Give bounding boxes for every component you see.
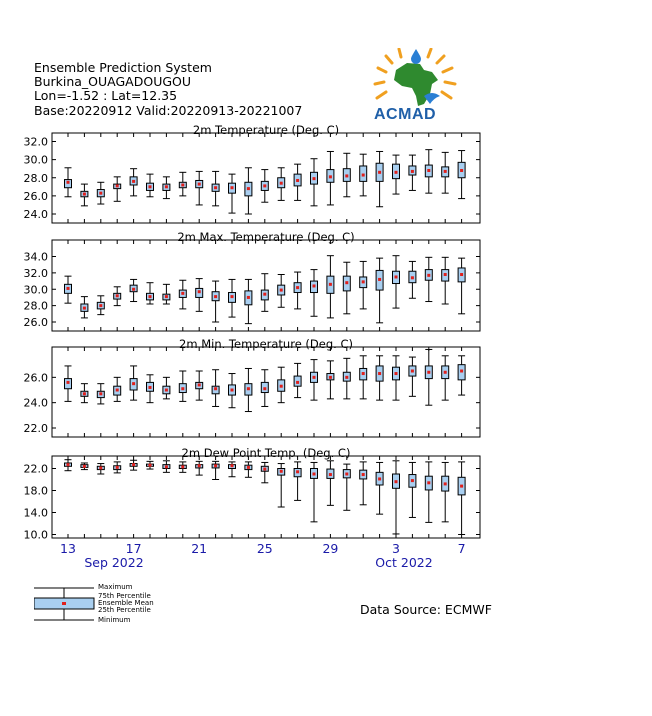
- ensemble-mean-point: [116, 294, 119, 297]
- ensemble-mean-point: [395, 275, 398, 278]
- y-tick-label: 18.0: [23, 484, 48, 498]
- ensemble-mean-point: [247, 296, 250, 299]
- ensemble-mean-point: [345, 174, 348, 177]
- panel-title: 2m Max. Temperature (Deg. C): [177, 230, 355, 244]
- ensemble-mean-point: [362, 174, 365, 177]
- x-tick-label: 7: [457, 541, 466, 556]
- y-tick-label: 22.0: [23, 462, 48, 476]
- x-tick-label: 21: [191, 541, 208, 556]
- ensemble-mean-point: [181, 184, 184, 187]
- ensemble-mean-point: [444, 273, 447, 276]
- data-source: Data Source: ECMWF: [360, 602, 492, 617]
- ensemble-mean-point: [214, 186, 217, 189]
- ensemble-mean-point: [444, 482, 447, 485]
- ensemble-mean-point: [181, 387, 184, 390]
- ensemble-mean-point: [149, 464, 152, 467]
- ensemble-mean-point: [411, 370, 414, 373]
- ensemble-mean-point: [362, 473, 365, 476]
- ensemble-mean-point: [165, 465, 168, 468]
- header-coordinates: Lon=-1.52 : Lat=12.35: [34, 88, 178, 103]
- y-tick-label: 32.0: [23, 266, 48, 280]
- ensemble-mean-point: [132, 382, 135, 385]
- ensemble-mean-point: [296, 286, 299, 289]
- ensemble-mean-point: [67, 463, 70, 466]
- y-tick-label: 30.0: [23, 153, 48, 167]
- ensemble-mean-point: [395, 480, 398, 483]
- ensemble-mean-point: [280, 385, 283, 388]
- legend-box-symbol: [34, 584, 96, 626]
- ensemble-mean-point: [313, 473, 316, 476]
- y-tick-label: 34.0: [23, 250, 48, 264]
- ensemble-mean-point: [460, 370, 463, 373]
- ensemble-mean-point: [181, 292, 184, 295]
- legend-25th-percentile: 25th Percentile: [98, 606, 151, 614]
- ensemble-mean-point: [231, 389, 234, 392]
- panel-frame: [52, 240, 480, 331]
- ensemble-mean-point: [99, 192, 102, 195]
- ensemble-mean-point: [263, 184, 266, 187]
- x-tick-label: 3: [392, 541, 400, 556]
- legend-maximum: Maximum: [98, 583, 133, 591]
- x-month-label: Oct 2022: [375, 555, 433, 570]
- y-tick-label: 22.0: [23, 422, 48, 435]
- ensemble-mean-point: [411, 479, 414, 482]
- x-tick-label: 29: [322, 541, 339, 556]
- ensemble-mean-point: [313, 284, 316, 287]
- panel-title: 2m Dew Point Temp. (Deg. C): [181, 446, 351, 460]
- ensemble-mean-point: [296, 470, 299, 473]
- y-tick-label: 14.0: [23, 506, 48, 520]
- ensemble-mean-point: [345, 281, 348, 284]
- y-tick-label: 28.0: [23, 171, 48, 185]
- ensemble-mean-point: [247, 466, 250, 469]
- ensemble-mean-point: [198, 290, 201, 293]
- ensemble-mean-point: [395, 171, 398, 174]
- acmad-logo-text: ACMAD: [374, 106, 437, 123]
- ensemble-mean-point: [427, 481, 430, 484]
- ensemble-mean-point: [395, 372, 398, 375]
- x-tick-label: 25: [256, 541, 273, 556]
- y-tick-label: 26.0: [23, 371, 48, 385]
- ensemble-mean-point: [132, 463, 135, 466]
- ensemble-mean-point: [99, 466, 102, 469]
- ensemble-mean-point: [231, 464, 234, 467]
- ensemble-mean-point: [378, 171, 381, 174]
- header-station: Burkina_OUAGADOUGOU: [34, 74, 192, 89]
- ensemble-mean-point: [132, 180, 135, 183]
- ensemble-mean-point: [427, 274, 430, 277]
- ensemble-mean-point: [149, 386, 152, 389]
- y-tick-label: 32.0: [23, 135, 48, 149]
- panel-frame: [52, 133, 480, 223]
- ensemble-mean-point: [460, 169, 463, 172]
- legend-75th-percentile: 75th Percentile: [98, 592, 151, 600]
- ensemble-mean-point: [263, 387, 266, 390]
- ensemble-mean-point: [165, 389, 168, 392]
- ensemble-mean-point: [67, 181, 70, 184]
- header-dates: Base:20220912 Valid:20220913-20221007: [34, 103, 303, 118]
- ensemble-mean-point: [296, 179, 299, 182]
- ensemble-mean-point: [198, 464, 201, 467]
- ensemble-mean-point: [231, 186, 234, 189]
- ensemble-mean-point: [427, 169, 430, 172]
- ensemble-mean-point: [83, 193, 86, 196]
- ensemble-mean-point: [263, 468, 266, 471]
- ensemble-mean-point: [329, 376, 332, 379]
- y-tick-label: 26.0: [23, 189, 48, 203]
- ensemble-mean-point: [460, 273, 463, 276]
- ensemble-mean-point: [329, 283, 332, 286]
- ensemble-mean-point: [214, 387, 217, 390]
- ensemble-mean-point: [296, 381, 299, 384]
- y-tick-label: 30.0: [23, 283, 48, 297]
- ensemble-mean-point: [378, 477, 381, 480]
- ensemble-mean-point: [444, 371, 447, 374]
- ensemble-mean-point: [83, 307, 86, 310]
- ensemble-mean-point: [329, 473, 332, 476]
- ensemble-mean-point: [83, 465, 86, 468]
- ensemble-mean-point: [83, 392, 86, 395]
- y-tick-label: 24.0: [23, 396, 48, 410]
- ensemble-mean-point: [460, 485, 463, 488]
- ensemble-mean-point: [149, 185, 152, 188]
- panel-title: 2m Temperature (Deg. C): [192, 123, 340, 137]
- ensemble-mean-point: [313, 177, 316, 180]
- ensemble-mean-point: [67, 381, 70, 384]
- ensemble-mean-point: [214, 464, 217, 467]
- panel-title: 2m Min. Temperature (Deg. C): [179, 337, 353, 351]
- ensemble-mean-point: [165, 295, 168, 298]
- ensemble-mean-point: [378, 372, 381, 375]
- ensemble-mean-point: [132, 288, 135, 291]
- header-title: Ensemble Prediction System: [34, 60, 212, 75]
- ensemble-mean-point: [149, 295, 152, 298]
- ensemble-mean-point: [411, 276, 414, 279]
- ensemble-mean-point: [116, 389, 119, 392]
- ensemble-mean-point: [247, 187, 250, 190]
- ensemble-mean-point: [411, 170, 414, 173]
- ensemble-mean-point: [231, 295, 234, 298]
- ensemble-mean-point: [263, 293, 266, 296]
- ensemble-mean-point: [345, 473, 348, 476]
- ensemble-mean-point: [313, 376, 316, 379]
- y-tick-label: 28.0: [23, 299, 48, 313]
- y-tick-label: 24.0: [23, 208, 48, 221]
- ensemble-mean-point: [67, 287, 70, 290]
- ensemble-mean-point: [362, 280, 365, 283]
- legend-minimum: Minimum: [98, 616, 131, 624]
- x-tick-label: 17: [125, 541, 142, 556]
- ensemble-mean-point: [247, 387, 250, 390]
- ensemble-mean-point: [99, 392, 102, 395]
- ensemble-mean-point: [116, 184, 119, 187]
- ensemble-mean-point: [444, 170, 447, 173]
- ensemble-mean-point: [329, 175, 332, 178]
- ensemble-mean-point: [362, 372, 365, 375]
- ensemble-mean-point: [345, 376, 348, 379]
- ensemble-mean-point: [99, 304, 102, 307]
- ensemble-mean-point: [280, 470, 283, 473]
- ensemble-mean-point: [116, 466, 119, 469]
- y-tick-label: 10.0: [23, 528, 48, 542]
- ensemble-mean-point: [378, 278, 381, 281]
- ensemble-mean-point: [214, 295, 217, 298]
- ensemble-mean-point: [280, 182, 283, 185]
- ensemble-mean-point: [280, 289, 283, 292]
- legend-ensemble-mean: Ensemble Mean: [98, 599, 154, 607]
- ensemble-mean-point: [198, 383, 201, 386]
- y-tick-label: 26.0: [23, 316, 48, 329]
- ensemble-mean-point: [165, 185, 168, 188]
- ensemble-mean-point: [427, 371, 430, 374]
- ensemble-mean-point: [198, 183, 201, 186]
- x-tick-label: 13: [60, 541, 76, 556]
- x-month-label: Sep 2022: [84, 555, 144, 570]
- ensemble-mean-point: [181, 465, 184, 468]
